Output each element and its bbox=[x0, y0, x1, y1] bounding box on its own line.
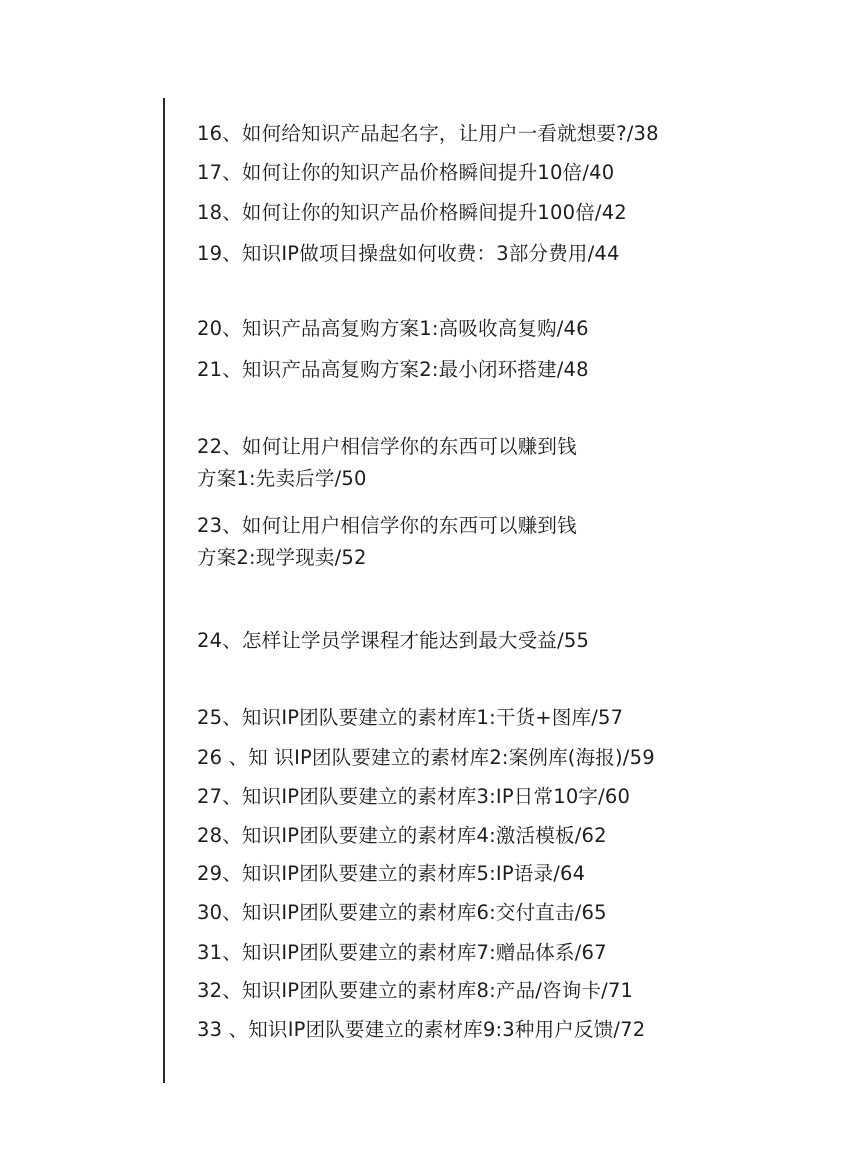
toc-entry-text: 18、如何让你的知识产品价格瞬间提升100倍/42 bbox=[197, 201, 627, 224]
toc-entry-text: 17、如何让你的知识产品价格瞬间提升10倍/40 bbox=[197, 161, 615, 184]
toc-entry-27 bbox=[197, 784, 630, 810]
toc-entry-text: 33 、知识IP团队要建立的素材库9:3种用户反馈/72 bbox=[197, 1018, 646, 1041]
toc-entry-23 bbox=[197, 513, 577, 571]
toc-entry-25 bbox=[197, 705, 623, 731]
toc-entry-17 bbox=[197, 160, 614, 186]
toc-entry-text: 23、如何让用户相信学你的东西可以赚到钱 bbox=[197, 514, 577, 537]
toc-entry-text: 26 、知 识IP团队要建立的素材库2:案例库(海报)/59 bbox=[197, 746, 655, 769]
toc-entry-21 bbox=[197, 357, 589, 383]
toc-entry-26 bbox=[197, 745, 655, 771]
toc-entry-18 bbox=[197, 200, 627, 226]
toc-entry-29 bbox=[197, 861, 585, 887]
toc-entry-text: 24、怎样让学员学课程才能达到最大受益/55 bbox=[197, 629, 590, 652]
toc-entry-subtext: 方案2:现学现卖/52 bbox=[197, 546, 367, 569]
toc-entry-subtext: 方案1:先卖后学/50 bbox=[197, 467, 367, 490]
toc-entry-text: 28、知识IP团队要建立的素材库4:激活模板/62 bbox=[197, 824, 607, 847]
toc-entry-30 bbox=[197, 900, 607, 926]
toc-entry-text: 19、知识IP做项目操盘如何收费：3部分费用/44 bbox=[197, 242, 620, 265]
toc-entry-24 bbox=[197, 628, 589, 654]
toc-entry-text: 20、知识产品高复购方案1:高吸收高复购/46 bbox=[197, 317, 589, 340]
toc-entry-text: 16、如何给知识产品起名字，让用户一看就想要?/38 bbox=[197, 122, 659, 145]
margin-rule bbox=[163, 98, 165, 1083]
toc-entry-31 bbox=[197, 940, 607, 966]
toc-entry-33 bbox=[197, 1017, 645, 1043]
toc-entry-text: 31、知识IP团队要建立的素材库7:赠品体系/67 bbox=[197, 941, 607, 964]
toc-entry-text: 21、知识产品高复购方案2:最小闭环搭建/48 bbox=[197, 358, 589, 381]
toc-entry-text: 22、如何让用户相信学你的东西可以赚到钱 bbox=[197, 435, 577, 458]
toc-entry-16 bbox=[197, 121, 659, 147]
toc-entry-text: 27、知识IP团队要建立的素材库3:IP日常10字/60 bbox=[197, 785, 631, 808]
toc-entry-22 bbox=[197, 434, 577, 492]
toc-entry-text: 30、知识IP团队要建立的素材库6:交付直击/65 bbox=[197, 901, 607, 924]
toc-entry-20 bbox=[197, 316, 589, 342]
toc-entry-19 bbox=[197, 241, 620, 267]
toc-entry-text: 29、知识IP团队要建立的素材库5:IP语录/64 bbox=[197, 862, 586, 885]
toc-entry-text: 25、知识IP团队要建立的素材库1:干货+图库/57 bbox=[197, 706, 624, 729]
toc-entry-32 bbox=[197, 978, 633, 1004]
toc-entry-text: 32、知识IP团队要建立的素材库8:产品/咨询卡/71 bbox=[197, 979, 634, 1002]
toc-entry-28 bbox=[197, 823, 607, 849]
